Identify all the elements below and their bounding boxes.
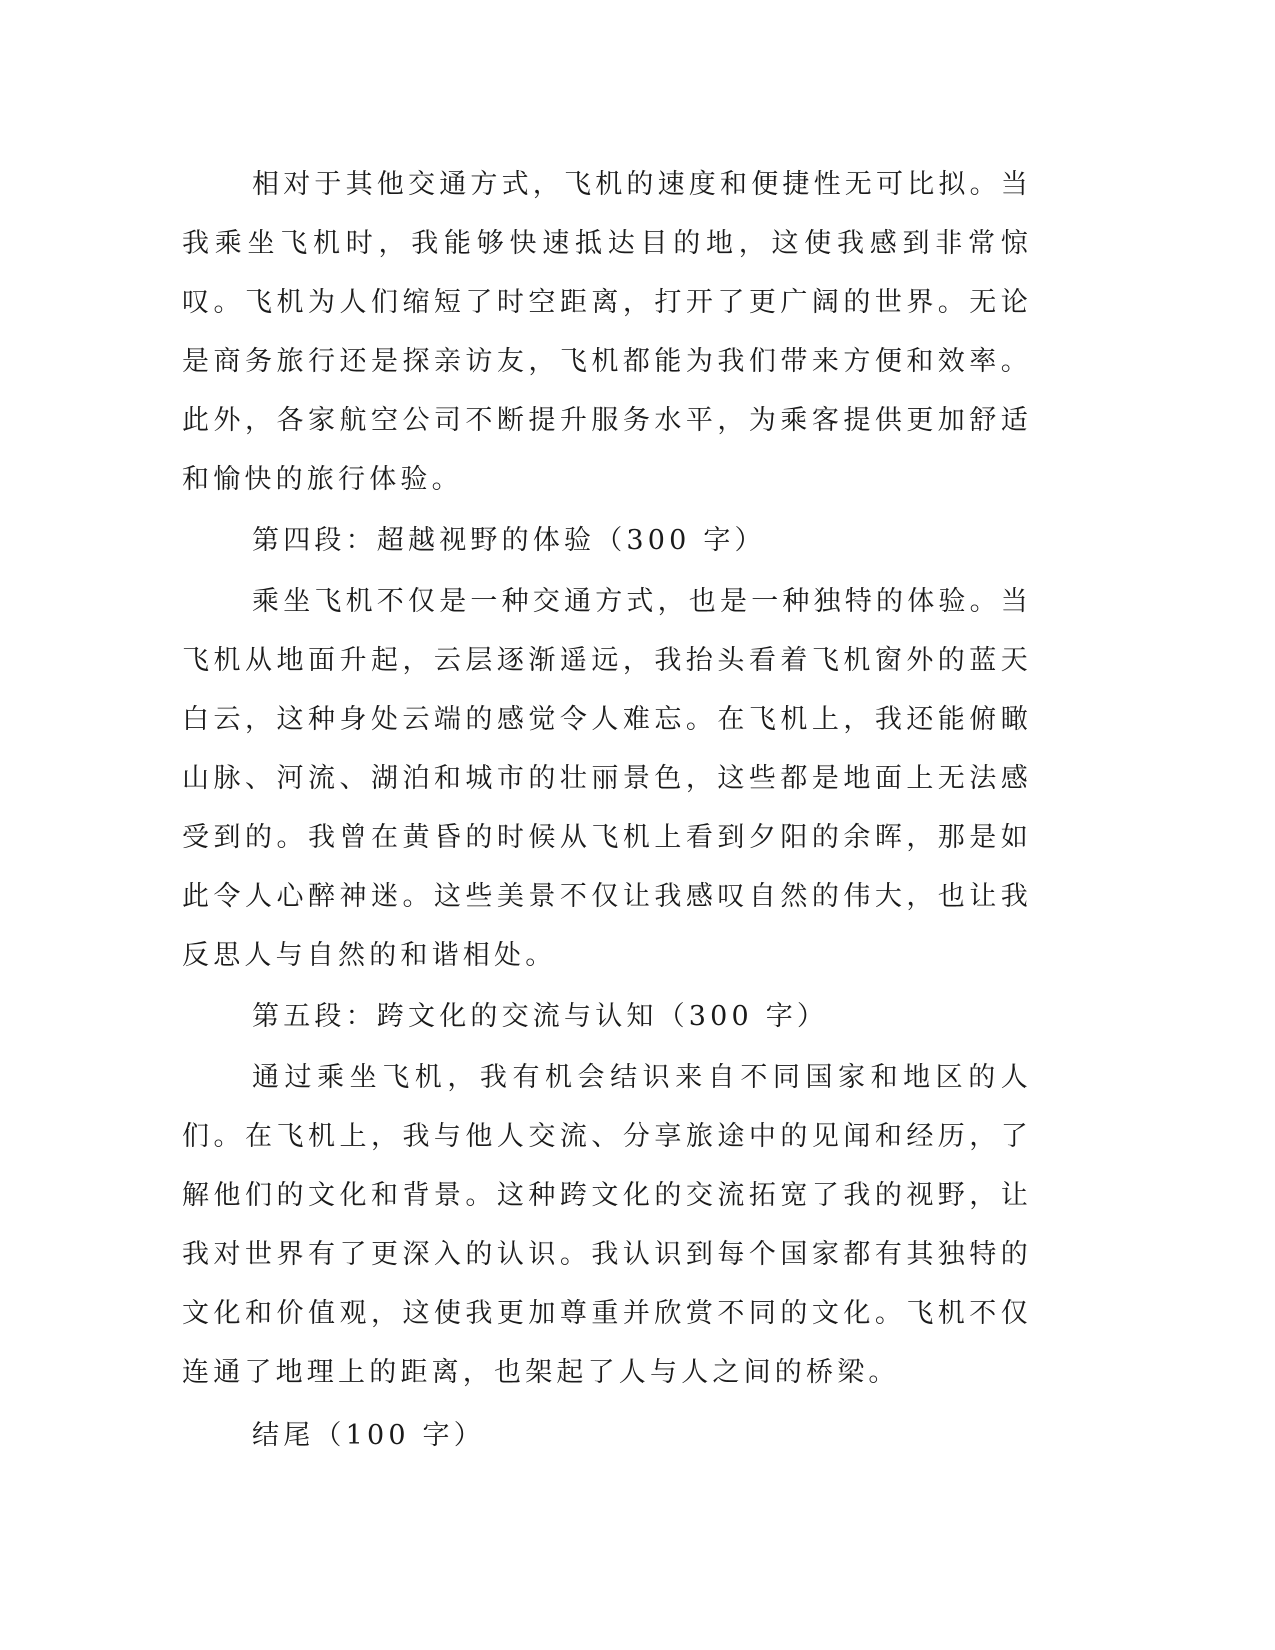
paragraph-transport-convenience: 相对于其他交通方式，飞机的速度和便捷性无可比拟。当我乘坐飞机时，我能够快速抵达目的地，这使我感到非常惊叹。飞机为人们缩短了时空距离，打开了更广阔的世界。无论是商务旅行还是探亲访友，飞机都能为我们带来方便和效率。此外，各家航空公司不断提升服务水平，为乘客提供更加舒适和愉快的旅行体验。 [182,169,1032,495]
section-heading-5: 第五段：跨文化的交流与认知（300 字） [252,1001,829,1032]
section-heading-4: 第四段：超越视野的体验（300 字） [252,525,766,556]
paragraph-cross-culture: 通过乘坐飞机，我有机会结识来自不同国家和地区的人们。在飞机上，我与他人交流、分享旅途中的见闻和经历，了解他们的文化和背景。这种跨文化的交流拓宽了我的视野，让我对世界有了更深入的认识。我认识到每个国家都有其独特的文化和价值观，这使我更加尊重并欣赏不同的文化。飞机不仅连通了地理上的距离，也架起了人与人之间的桥梁。 [182,1062,1032,1388]
paragraph-beyond-view: 乘坐飞机不仅是一种交通方式，也是一种独特的体验。当飞机从地面升起，云层逐渐遥远，我抬头看着飞机窗外的蓝天白云，这种身处云端的感觉令人难忘。在飞机上，我还能俯瞰山脉、河流、湖泊和城市的壮丽景色，这些都是地面上无法感受到的。我曾在黄昏的时候从飞机上看到夕阳的余晖，那是如此令人心醉神迷。这些美景不仅让我感叹自然的伟大，也让我反思人与自然的和谐相处。 [182,586,1032,971]
document-body [182,155,1032,1465]
section-heading-ending: 结尾（100 字） [252,1420,485,1451]
